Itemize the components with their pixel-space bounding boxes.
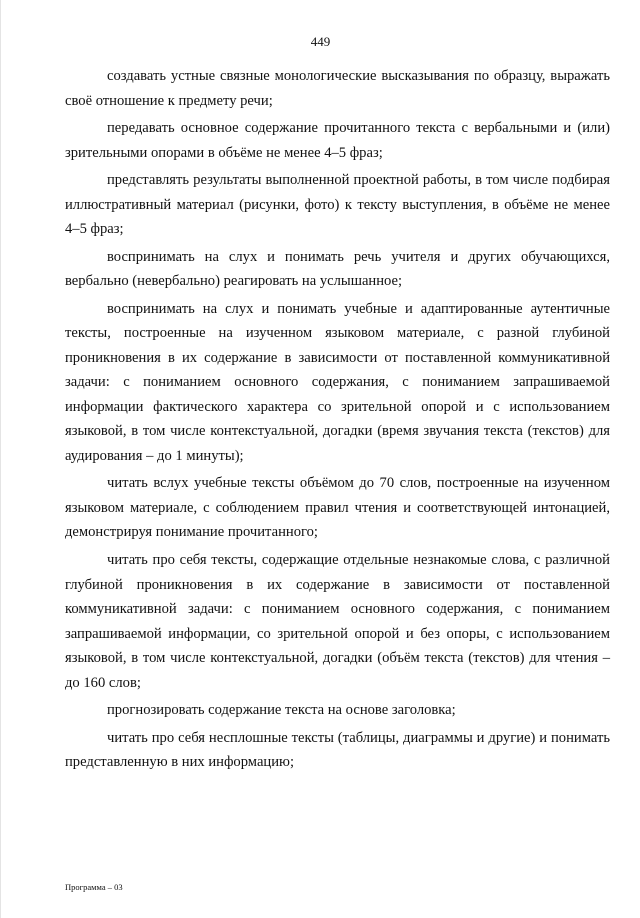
paragraph: передавать основное содержание прочитанного текста с вербальными и (или) зрительными опорами в объёме не менее 4–5 фраз; <box>65 120 610 161</box>
paragraph: прогнозировать содержание текста на основе заголовка; <box>107 702 456 719</box>
paragraph: воспринимать на слух и понимать учебные и адаптированные аутентичные тексты, построенные на изученном языковом материале, с разной глубиной проникновения в их содержание в зависимости от поставленной коммуникативной задачи: с пониманием основного содержания, с пониманием запрашиваемой информации фактического характера со зрительной опорой и с использованием языковой, в том числе контекстуальной, догадки (время звучания текста (текстов) для аудирования – до 1 минуты); <box>65 300 610 464</box>
paragraph: создавать устные связные монологические высказывания по образцу, выражать своё отношение к предмету речи; <box>65 68 610 109</box>
paragraph: представлять результаты выполненной проектной работы, в том числе подбирая иллюстративный материал (рисунки, фото) к тексту выступления, в объёме не менее 4–5 фраз; <box>65 172 610 238</box>
paragraph: читать про себя тексты, содержащие отдельные незнакомые слова, с различной глубиной проникновения в их содержание в зависимости от поставленной коммуникативной задачи: с пониманием основного содержания, с пониманием запрашиваемой информации, со зрительной опорой и без опоры, с использованием языковой, в том числе контекстуальной, догадки (объём текста (текстов) для чтения – до 160 слов; <box>65 552 610 691</box>
paragraph: читать про себя несплошные тексты (таблицы, диаграммы и другие) и понимать представленную в них информацию; <box>65 729 610 771</box>
body-text <box>65 64 610 778</box>
paragraph: воспринимать на слух и понимать речь учителя и других обучающихся, вербально (невербально) реагировать на услышанное; <box>65 248 610 290</box>
paragraph: читать вслух учебные тексты объёмом до 70 слов, построенные на изученном языковом материале, с соблюдением правил чтения и соответствующей интонацией, демонстрируя понимание прочитанного; <box>65 475 610 541</box>
footer-label: Программа – 03 <box>65 882 123 892</box>
page-number: 449 <box>310 34 331 49</box>
